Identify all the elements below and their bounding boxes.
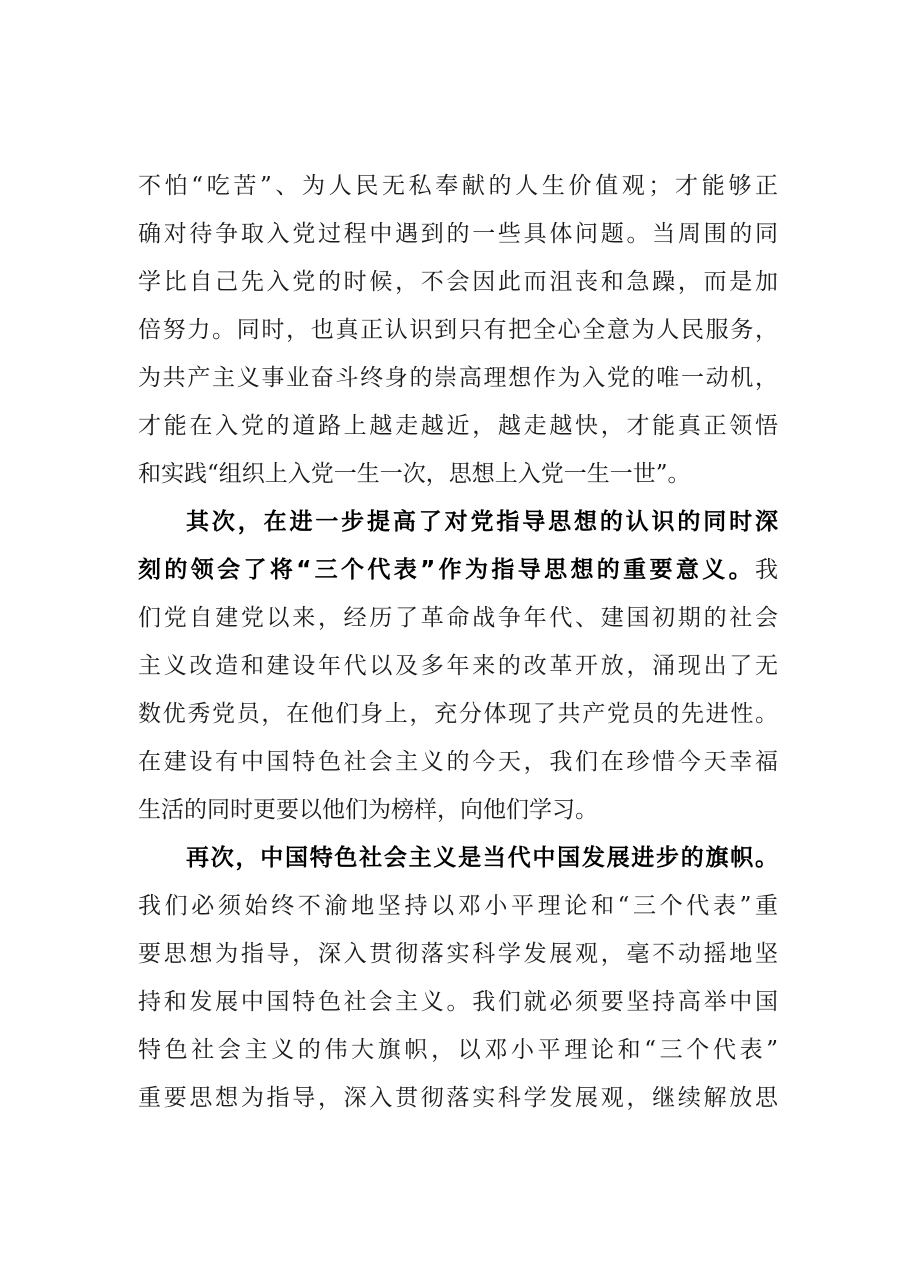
text-line bbox=[138, 939, 778, 969]
text-segment: 和实践“组织上入党一生一次，思想上入党一生一世”。 bbox=[138, 461, 691, 487]
text-segment: 数优秀党员，在他们身上，充分体现了共产党员的先进性。 bbox=[138, 701, 778, 727]
text-segment: 为共产主义事业奋斗终身的崇高理想作为入党的唯一动机， bbox=[138, 365, 778, 391]
text-line bbox=[138, 411, 778, 441]
text-segment: 主义改造和建设年代以及多年来的改革开放，涌现出了无 bbox=[138, 653, 778, 679]
text-line bbox=[138, 795, 778, 825]
text-segment: 特色社会主义的伟大旗帜，以邓小平理论和“三个代表” bbox=[138, 1037, 778, 1063]
text-line bbox=[138, 363, 778, 393]
text-segment: 我 bbox=[755, 557, 778, 583]
text-line bbox=[138, 987, 778, 1017]
bold-heading-text: 刻的领会了将“三个代表”作为指导思想的重要意义。 bbox=[138, 557, 755, 583]
text-line bbox=[138, 171, 778, 201]
text-segment: 重要思想为指导，深入贯彻落实科学发展观，继续解放思 bbox=[138, 1085, 778, 1111]
text-line bbox=[138, 459, 778, 489]
bold-heading-text: 其次，在进一步提高了对党指导思想的认识的同时深 bbox=[186, 509, 778, 535]
text-line bbox=[138, 219, 778, 249]
text-line bbox=[138, 1083, 778, 1113]
text-segment: 才能在入党的道路上越走越近，越走越快，才能真正领悟 bbox=[138, 413, 778, 439]
text-line bbox=[138, 891, 778, 921]
text-line bbox=[186, 507, 778, 537]
text-line bbox=[138, 315, 778, 345]
text-line bbox=[138, 651, 778, 681]
text-segment: 要思想为指导，深入贯彻落实科学发展观，毫不动摇地坚 bbox=[138, 941, 778, 967]
text-line bbox=[186, 843, 778, 873]
text-segment: 生活的同时更要以他们为榜样，向他们学习。 bbox=[138, 797, 598, 823]
text-line bbox=[138, 267, 778, 297]
text-segment: 确对待争取入党过程中遇到的一些具体问题。当周围的同 bbox=[138, 221, 778, 247]
text-line bbox=[138, 1035, 778, 1065]
text-line bbox=[138, 603, 778, 633]
text-segment: 不怕“吃苦”、为人民无私奉献的人生价值观；才能够正 bbox=[138, 173, 778, 199]
text-line bbox=[138, 555, 778, 585]
text-segment: 学比自己先入党的时候，不会因此而沮丧和急躁，而是加 bbox=[138, 269, 778, 295]
text-line bbox=[138, 699, 778, 729]
text-segment: 倍努力。同时，也真正认识到只有把全心全意为人民服务， bbox=[138, 317, 778, 343]
text-line bbox=[138, 747, 778, 777]
text-segment: 们党自建党以来，经历了革命战争年代、建国初期的社会 bbox=[138, 605, 778, 631]
bold-heading-text: 再次，中国特色社会主义是当代中国发展进步的旗帜。 bbox=[186, 845, 778, 871]
text-segment: 我们必须始终不渝地坚持以邓小平理论和“三个代表”重 bbox=[138, 893, 778, 919]
text-segment: 持和发展中国特色社会主义。我们就必须要坚持高举中国 bbox=[138, 989, 778, 1015]
text-segment: 在建设有中国特色社会主义的今天，我们在珍惜今天幸福 bbox=[138, 749, 778, 775]
